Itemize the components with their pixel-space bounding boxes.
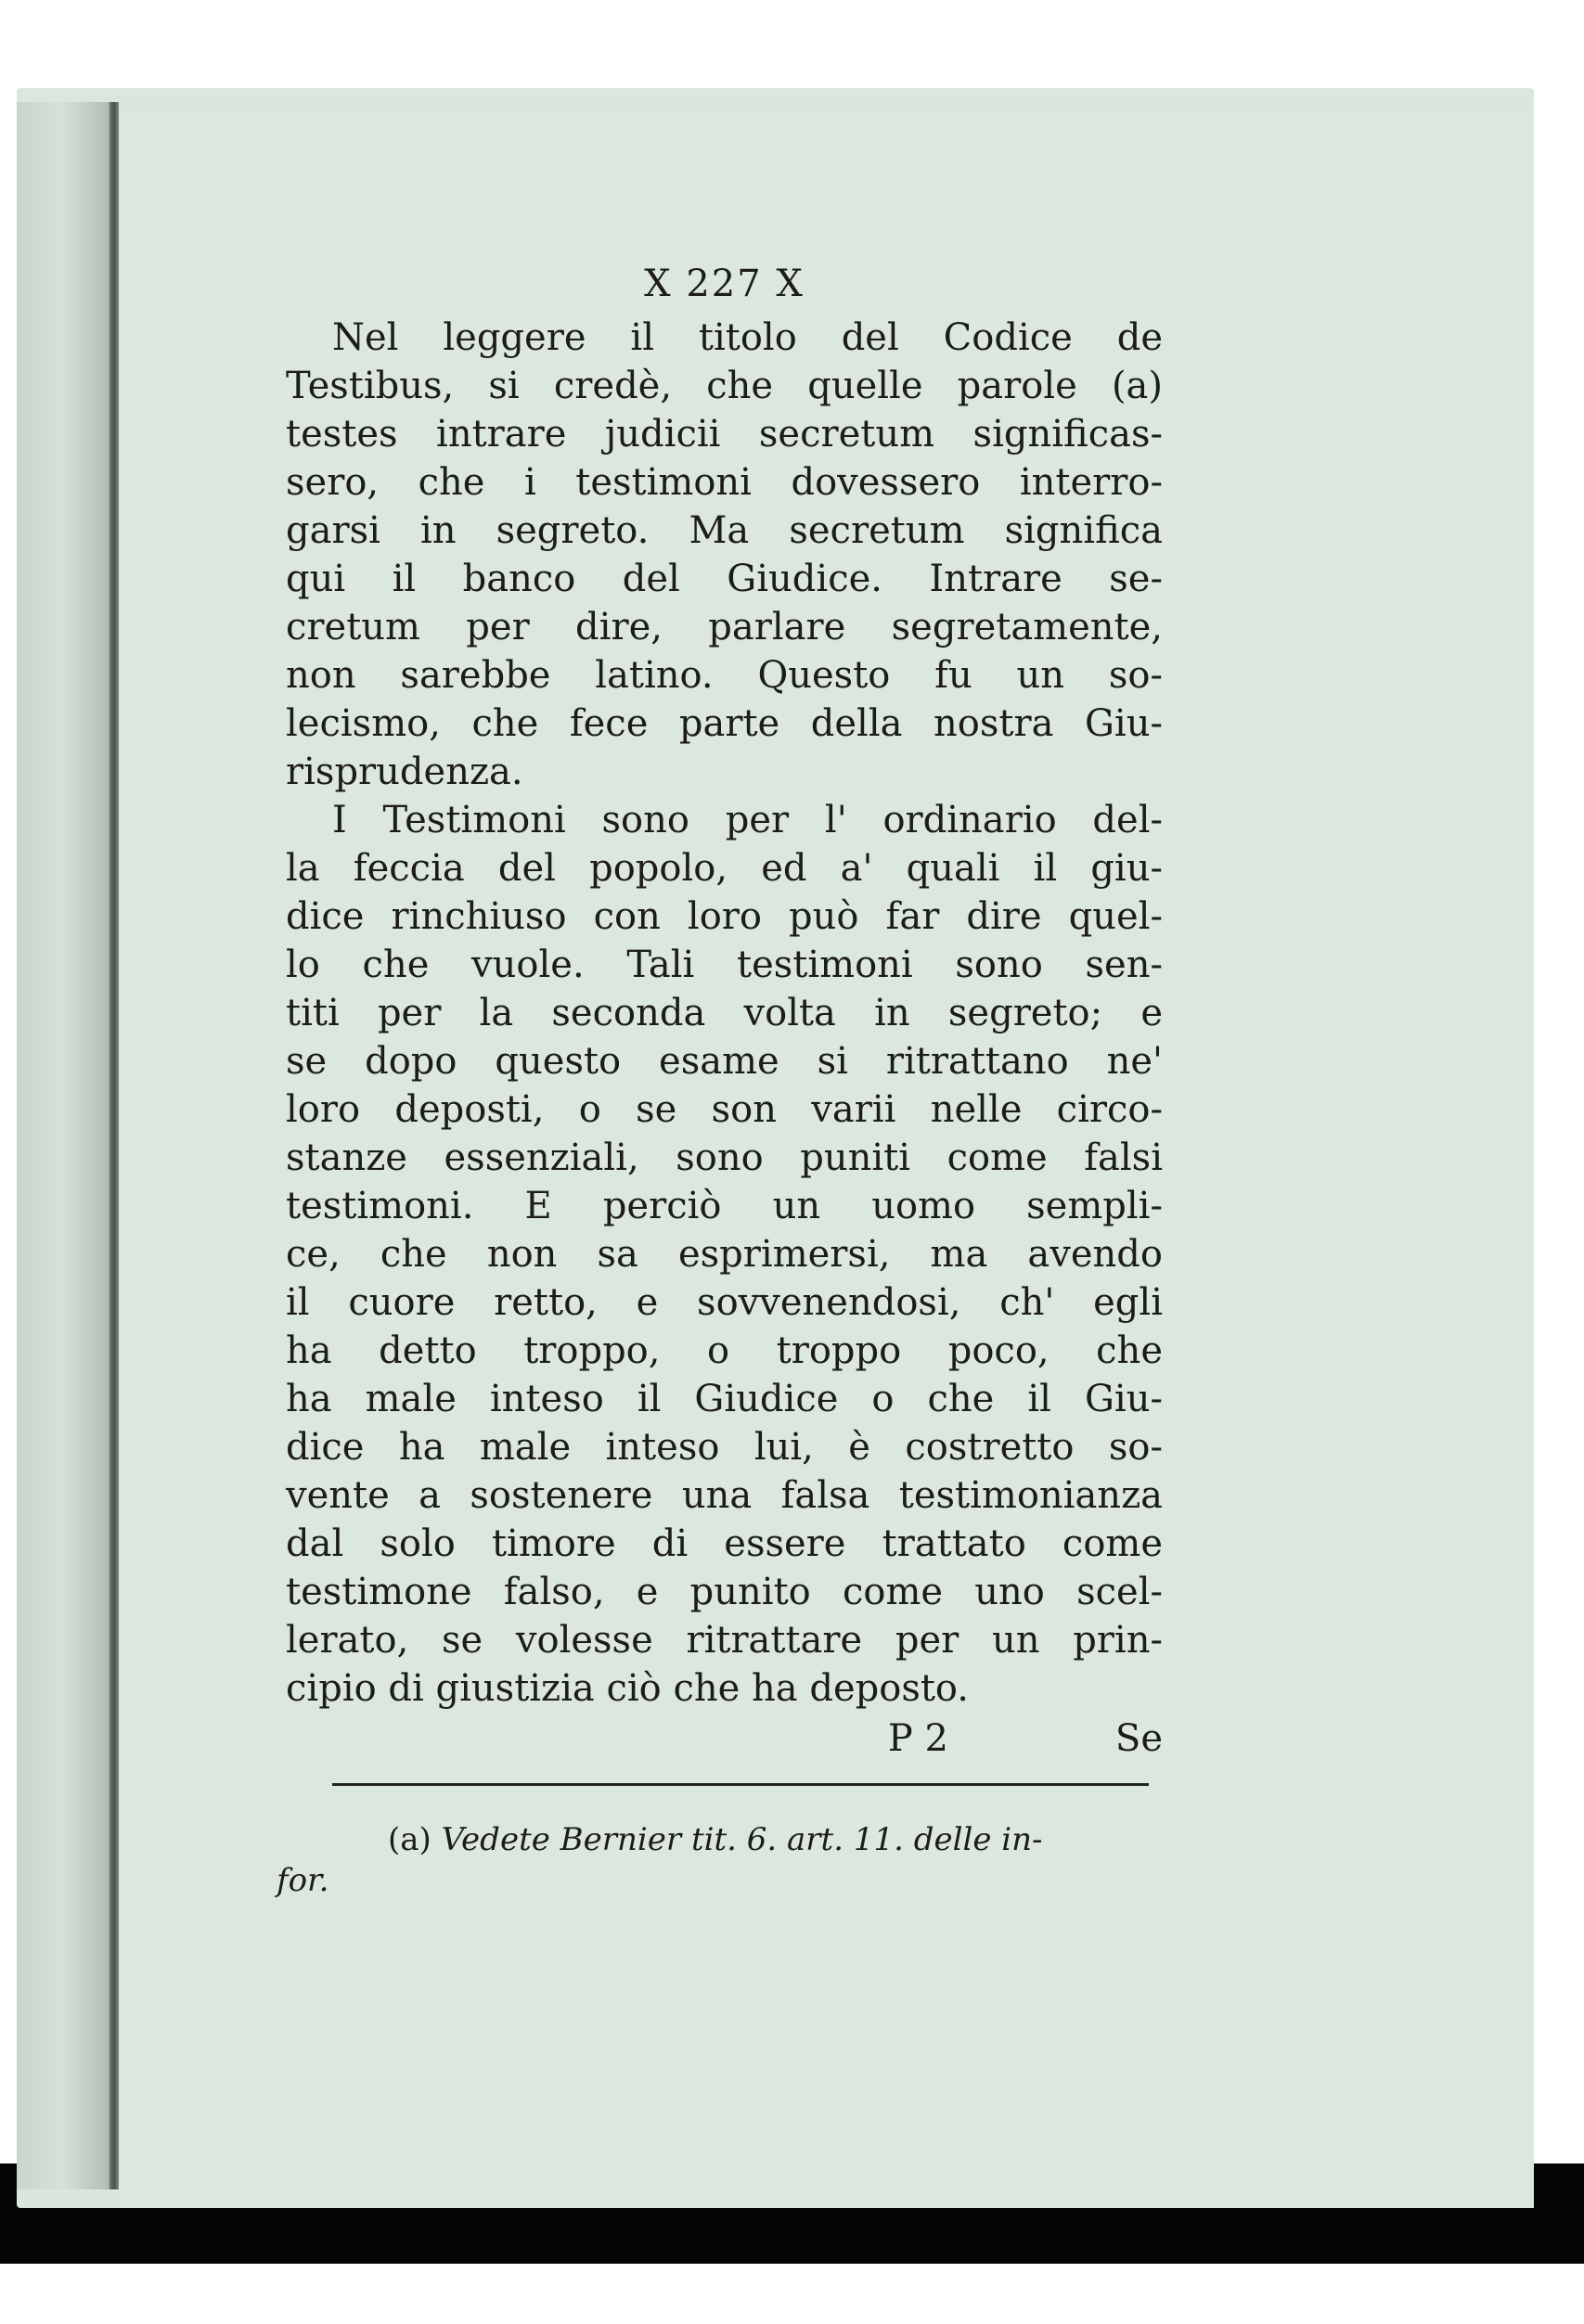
footnote-text: Vedete Bernier tit. 6. art. 11. delle in- [441,1821,1043,1858]
text-line: la feccia del popolo, ed a' quali il giu- [286,847,1163,890]
text-line: se dopo questo esame si ritrattano ne' [286,1040,1163,1083]
signature-row [286,1714,1163,1763]
text-line: dice rinchiuso con loro può far dire quel- [286,895,1163,938]
text-line: dice ha male inteso lui, è costretto so- [286,1426,1163,1469]
footnote-continuation: for. [277,1862,329,1899]
text-line: Testibus, si credè, che quelle parole (a) [286,365,1163,407]
text-line: dal solo timore di essere trattato come [286,1522,1163,1565]
text-line: stanze essenziali, sono puniti come falsi [286,1136,1163,1179]
text-line: ce, che non sa esprimersi, ma avendo [286,1233,1163,1276]
text-line: ha detto troppo, o troppo poco, che [286,1329,1163,1372]
text-line: lo che vuole. Tali testimoni sono sen- [286,944,1163,986]
text-line: sero, che i testimoni dovessero interro- [286,461,1163,504]
text-line: cretum per dire, parlare segretamente, [286,606,1163,648]
text-line: I Testimoni sono per l' ordinario del- [332,799,1163,841]
text-line: loro deposti, o se son varii nelle circo- [286,1088,1163,1131]
footnote [277,1819,1163,1901]
page-header: X 227 X [644,263,805,305]
footnote-rule [332,1783,1149,1786]
text-line: testimoni. E perciò un uomo sempli- [286,1185,1163,1227]
signature-mark: P 2 [887,1717,948,1760]
text-line: non sarebbe latino. Questo fu un so- [286,654,1163,697]
text-line: testes intrare judicii secretum significas- [286,413,1163,456]
book-gutter [109,102,119,2189]
body-text [286,314,1163,1713]
text-line: cipio di giustizia ciò che ha deposto. [286,1667,970,1710]
text-line: vente a sostenere una falsa testimonianza [286,1474,1163,1517]
text-line: risprudenza. [286,751,523,793]
text-line: il cuore retto, e sovvenendosi, ch' egli [286,1281,1163,1324]
text-line: lecismo, che fece parte della nostra Giu- [286,702,1163,745]
text-line: garsi in segreto. Ma secretum significa [286,509,1163,552]
page-text [277,260,1163,1901]
footnote-label: (a) [388,1821,431,1858]
text-line: titi per la seconda volta in segreto; e [286,992,1163,1034]
text-line: qui il banco del Giudice. Intrare se- [286,558,1163,600]
catchword: Se [1114,1717,1163,1760]
left-page-edge [17,102,117,2189]
text-line: lerato, se volesse ritrattare per un prin- [286,1619,1163,1662]
text-line: Nel leggere il titolo del Codice de [332,316,1163,359]
text-line: ha male inteso il Giudice o che il Giu- [286,1378,1163,1420]
text-line: testimone falso, e punito come uno scel- [286,1571,1163,1613]
